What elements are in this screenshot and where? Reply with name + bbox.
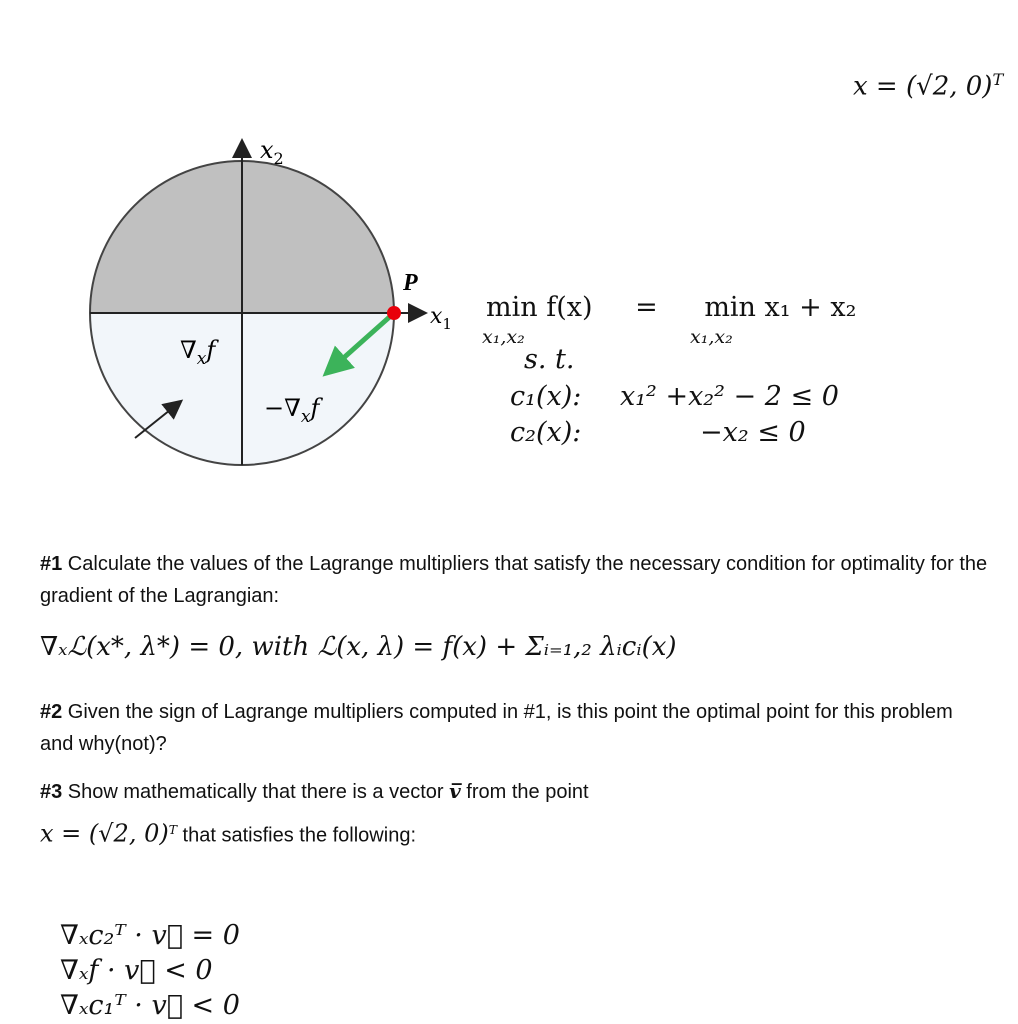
point-p-label: P: [403, 270, 418, 296]
point-definition-top: x = (√2, 0)$^T$: [853, 70, 1004, 102]
condition-1: ∇ₓc₂ᵀ · v⃗ = 0: [60, 920, 240, 951]
objective-line: min f(x) = min x₁ + x₂: [486, 292, 857, 323]
neg-grad-f-label: $-\nabla_xf$: [264, 394, 320, 427]
lagrangian-condition: ∇ₓℒ(x*, λ*) = 0, with ℒ(x, λ) = f(x) + Σᵢ₌₁,₂ λᵢcᵢ(x): [40, 632, 677, 662]
feasible-region-diagram: [60, 120, 480, 500]
objective-subscript-right: x₁,x₂: [690, 326, 733, 348]
question-3-line-1: #3 Show mathematically that there is a vector v̅ from the point: [40, 779, 589, 803]
constraint-c2-label: c₂(x):: [510, 417, 582, 448]
question-1: #1 Calculate the values of the Lagrange multipliers that satisfy the necessary condition for optimality for the gradient of the Lagrangian:: [40, 553, 988, 607]
grad-f-label: $\nabla_xf$: [180, 336, 216, 369]
constraint-c1-label: c₁(x):: [510, 381, 582, 412]
subject-to-label: s. t.: [524, 344, 575, 375]
constraint-c2-expression: −x₂ ≤ 0: [700, 417, 806, 448]
constraint-c1-expression: x₁² +x₂² − 2 ≤ 0: [620, 381, 839, 412]
question-3-line-2: x = (√2, 0)$^T$ that satisfies the following:: [40, 819, 416, 848]
x2-axis-label: $x_2$: [260, 136, 284, 168]
point-p: [387, 306, 401, 320]
question-2: #2 Given the sign of Lagrange multipliers computed in #1, is this point the optimal point for this problem and why(not)?: [40, 701, 953, 755]
x1-axis-label: $x_1$: [430, 304, 452, 333]
condition-2: ∇ₓf · v⃗ < 0: [60, 955, 213, 986]
condition-3: ∇ₓc₁ᵀ · v⃗ < 0: [60, 990, 240, 1021]
objective-subscript-left: x₁,x₂: [482, 326, 525, 348]
